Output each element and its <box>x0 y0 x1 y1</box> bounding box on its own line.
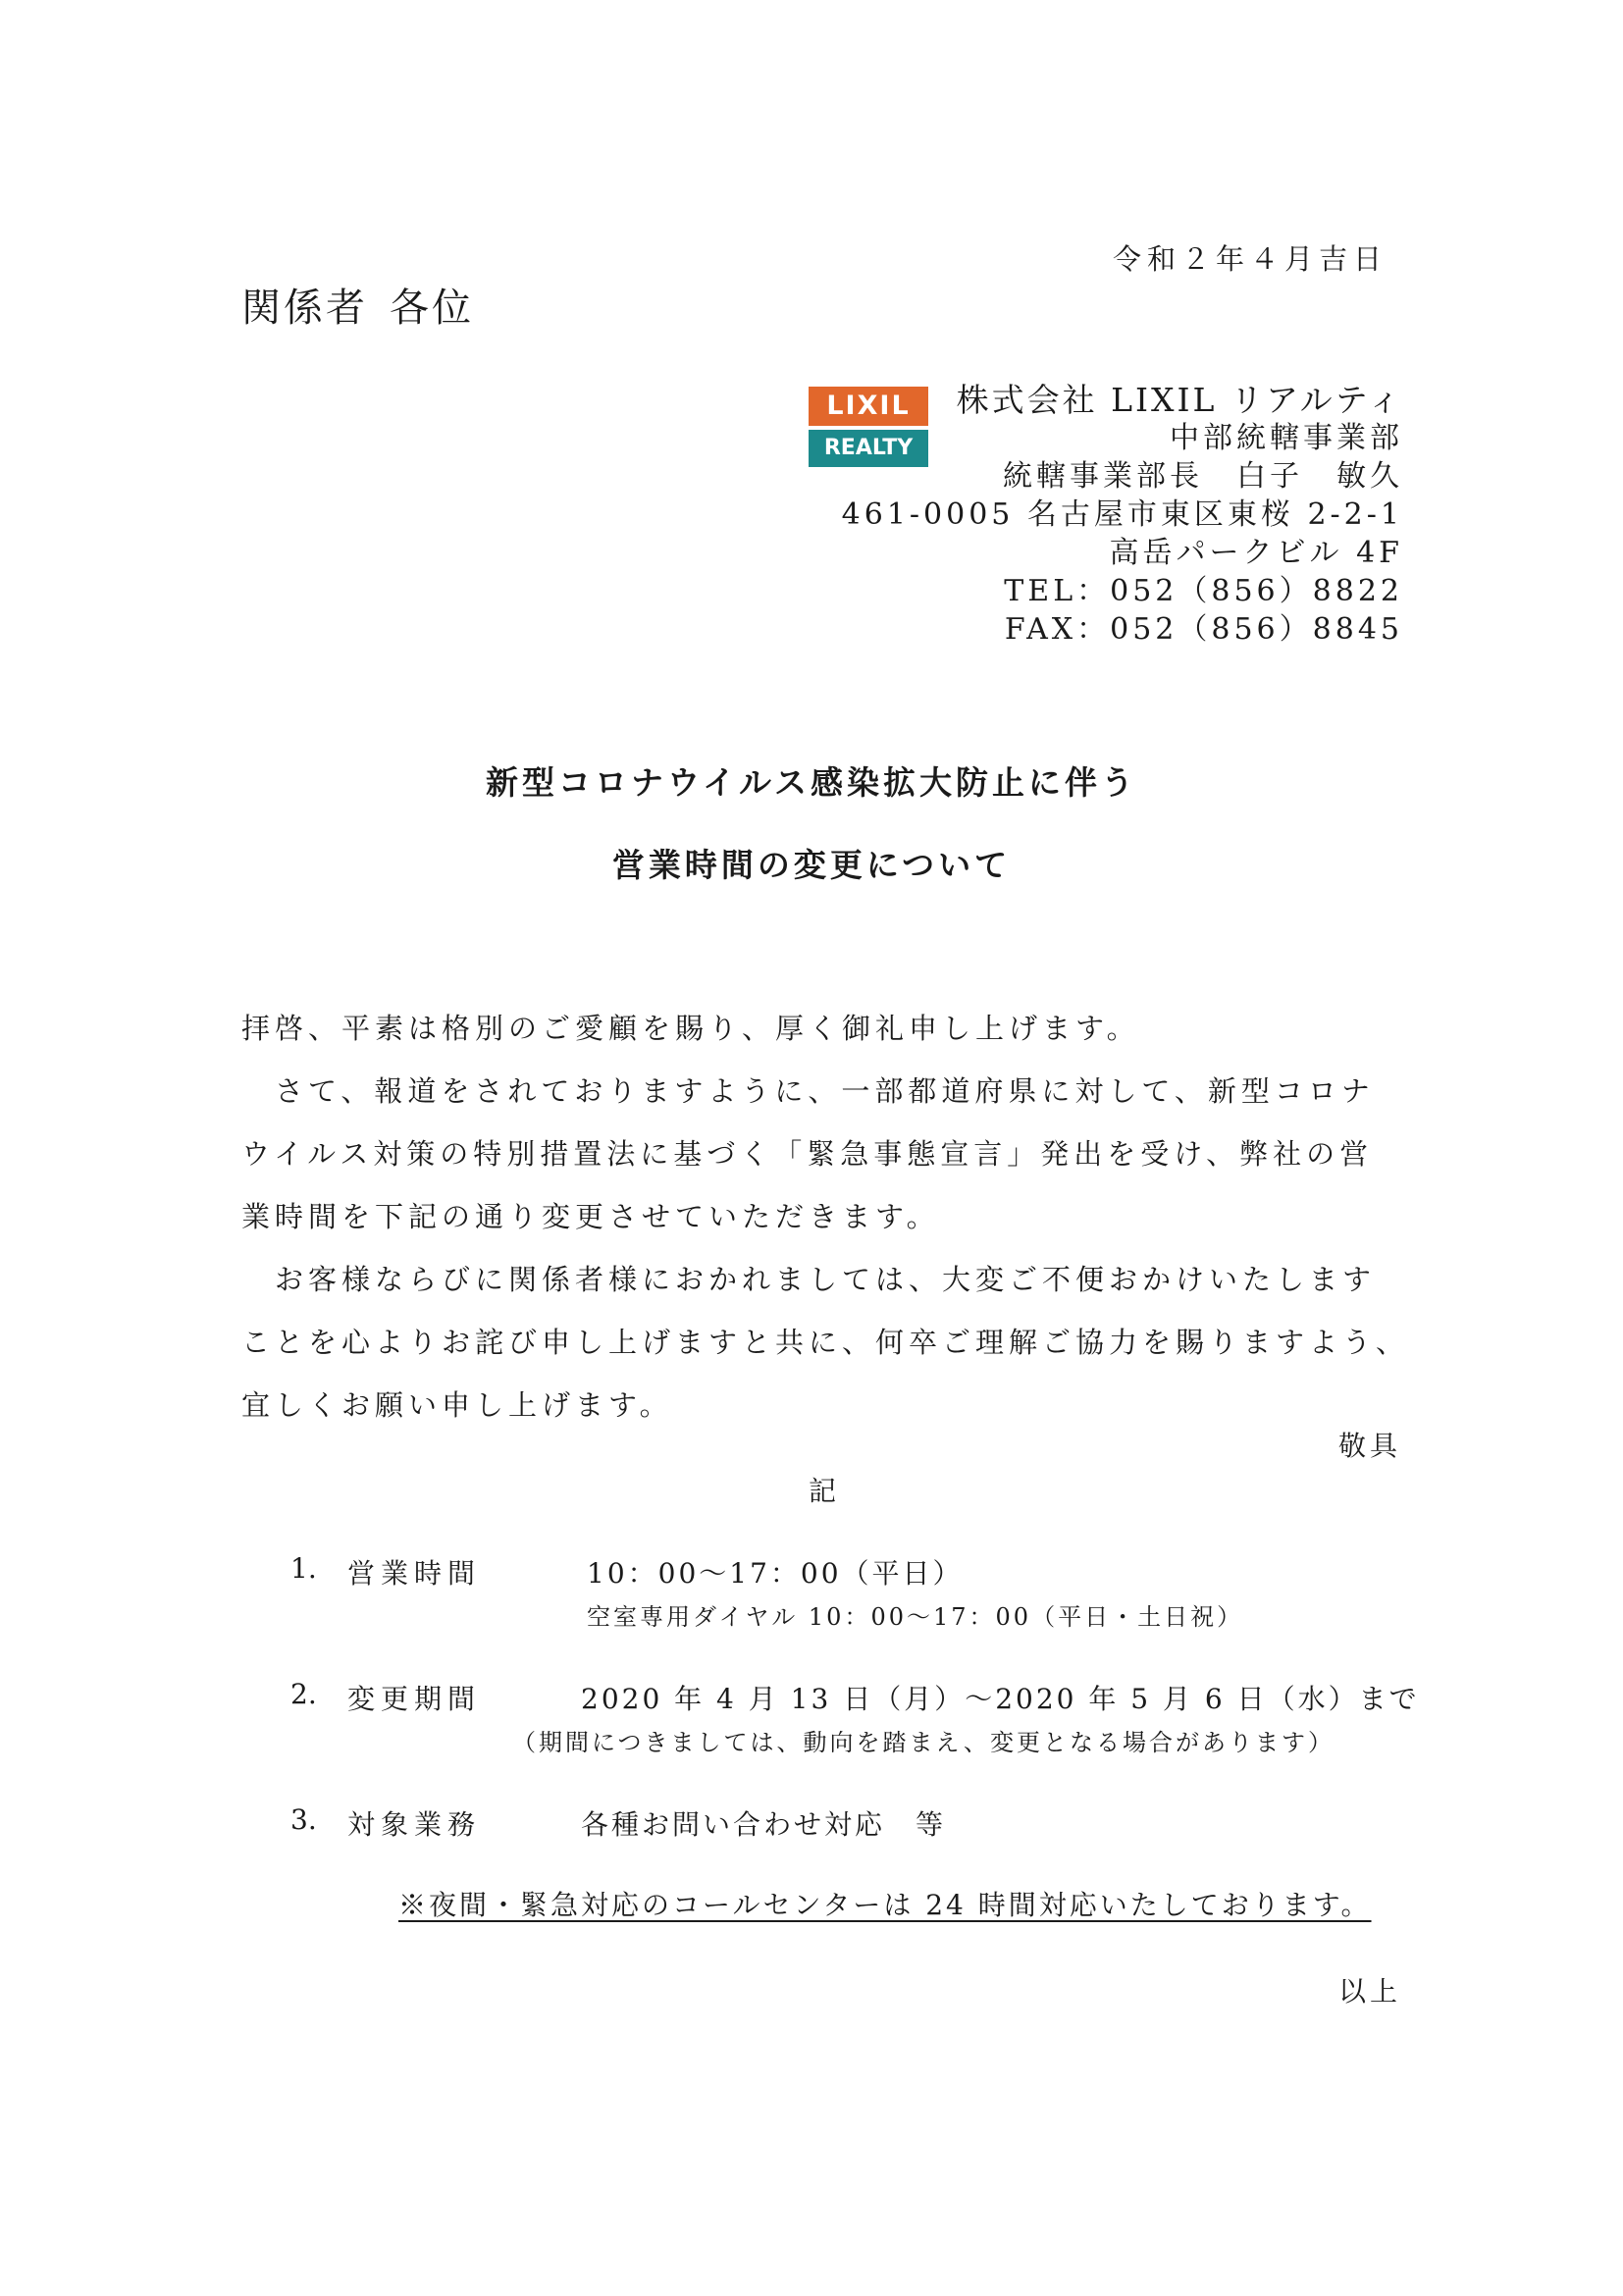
item-2-sub: （期間につきましては、動向を踏まえ、変更となる場合があります） <box>512 1729 1335 1756</box>
sender-person: 統轄事業部長 白子 敏久 <box>1003 459 1403 494</box>
logo-bottom-text: REALTY <box>809 430 928 467</box>
body-line: 業時間を下記の通り変更させていただきます。 <box>241 1200 940 1233</box>
body-line: お客様ならびに関係者様におかれましては、大変ご不便おかけいたします <box>241 1263 1377 1296</box>
body-line: ことを心よりお詫び申し上げますと共に、何卒ご理解ご協力を賜りますよう、 <box>241 1326 1410 1359</box>
body-line: 拝啓、平素は格別のご愛顧を賜り、厚く御礼申し上げます。 <box>241 1012 1140 1045</box>
document-date: 令和２年４月吉日 <box>1112 242 1387 276</box>
item-1-number: 1. <box>290 1552 317 1585</box>
addressee-honorific: 各位 <box>390 286 474 331</box>
item-3-value: 各種お問い合わせ対応 等 <box>581 1808 947 1841</box>
title-line1: 新型コロナウイルス感染拡大防止に伴う <box>485 763 1138 802</box>
sender-address-line2: 高岳パークビル 4F <box>1109 536 1403 570</box>
sender-company: 株式会社 LIXIL リアルティ <box>956 381 1403 419</box>
logo-top-text: LIXIL <box>809 387 928 426</box>
sender-division: 中部統轄事業部 <box>1170 421 1403 455</box>
item-2-value: 2020 年 4 月 13 日（月）～2020 年 5 月 6 日（水）まで <box>581 1683 1420 1715</box>
sender-block <box>842 381 1403 649</box>
ki-heading: 記 <box>809 1475 837 1507</box>
item-1-sub: 空室専用ダイヤル 10：00～17：00（平日・土日祝） <box>587 1603 1244 1631</box>
item-2-number: 2. <box>290 1678 317 1710</box>
item-1-value: 10：00～17：00（平日） <box>587 1557 964 1590</box>
closing-ijo: 以上 <box>1337 1975 1401 2008</box>
call-center-note: ※夜間・緊急対応のコールセンターは 24 時間対応いたしております。 <box>398 1889 1372 1921</box>
sender-fax: FAX：052（856）8845 <box>1004 612 1403 647</box>
item-2-label: 変更期間 <box>347 1683 482 1715</box>
sender-address-line1: 461-0005 名古屋市東区東桜 2-2-1 <box>841 497 1403 532</box>
addressee-group: 関係者 <box>241 286 368 331</box>
item-1-label: 営業時間 <box>347 1557 482 1590</box>
title-line2: 営業時間の変更について <box>611 846 1012 884</box>
body-line: さて、報道をされておりますように、一部都道府県に対して、新型コロナ <box>241 1074 1375 1108</box>
body-line: ウイルス対策の特別措置法に基づく「緊急事態宣言」発出を受け、弊社の営 <box>241 1137 1374 1171</box>
item-3-label: 対象業務 <box>347 1808 482 1841</box>
body-line: 宜しくお願い申し上げます。 <box>241 1388 673 1422</box>
sender-tel: TEL：052（856）8822 <box>1004 574 1403 608</box>
body-text <box>241 997 1419 1436</box>
closing-keigu: 敬具 <box>1337 1430 1401 1462</box>
addressee <box>241 277 474 333</box>
item-3-number: 3. <box>290 1803 317 1836</box>
